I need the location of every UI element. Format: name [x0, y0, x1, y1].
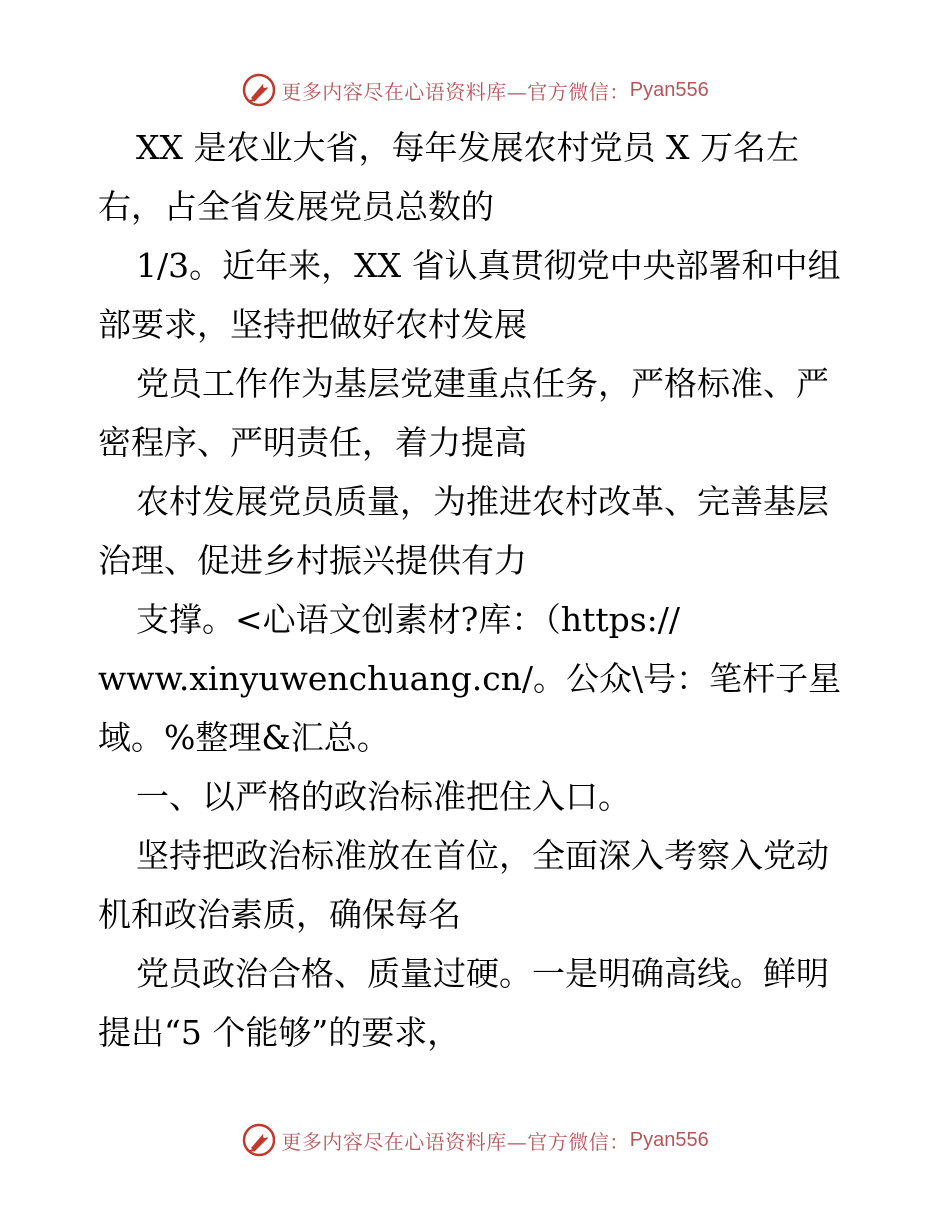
- document-body: [98, 118, 878, 1062]
- text-line: 治理、促进乡村振兴提供有力: [98, 541, 527, 580]
- text-line: 机和政治素质，确保每名: [98, 895, 461, 934]
- text-line: 密程序、严明责任，着力提高: [98, 423, 527, 462]
- text-line: 支撑。<心语文创素材?库：（https://: [136, 600, 681, 639]
- section-heading: 一、以严格的政治标准把住入口。: [136, 777, 631, 816]
- text-line: 坚持把政治标准放在首位，全面深入考察入党动: [136, 836, 829, 875]
- pen-nib-logo-icon: [241, 72, 277, 108]
- text-line: 右，占全省发展党员总数的: [98, 187, 494, 226]
- footer-banner-text: 更多内容尽在心语资料库—官方微信：: [281, 1129, 630, 1154]
- text-line: 提出“5 个能够”的要求，: [98, 1013, 461, 1052]
- header-banner-text: 更多内容尽在心语资料库—官方微信：: [281, 79, 630, 104]
- footer-banner[interactable]: [0, 1120, 950, 1160]
- text-line: XX 是农业大省，每年发展农村党员 X 万名左: [136, 128, 799, 167]
- pen-nib-logo-icon: [241, 1122, 277, 1158]
- text-line: 部要求，坚持把做好农村发展: [98, 305, 527, 344]
- header-banner[interactable]: [0, 70, 950, 110]
- text-line: www.xinyuwenchuang.cn/。公众\号：笔杆子星: [98, 659, 842, 698]
- text-line: 农村发展党员质量，为推进农村改革、完善基层: [136, 482, 829, 521]
- footer-wechat-id: Pyan556: [629, 1128, 709, 1151]
- header-wechat-id: Pyan556: [629, 78, 709, 101]
- text-line: 域。%整理&汇总。: [98, 718, 390, 757]
- text-line: 党员政治合格、质量过硬。一是明确高线。鲜明: [136, 954, 829, 993]
- text-line: 党员工作作为基层党建重点任务，严格标准、严: [136, 364, 829, 403]
- text-line: 1/3。近年来，XX 省认真贯彻党中央部署和中组: [136, 246, 841, 285]
